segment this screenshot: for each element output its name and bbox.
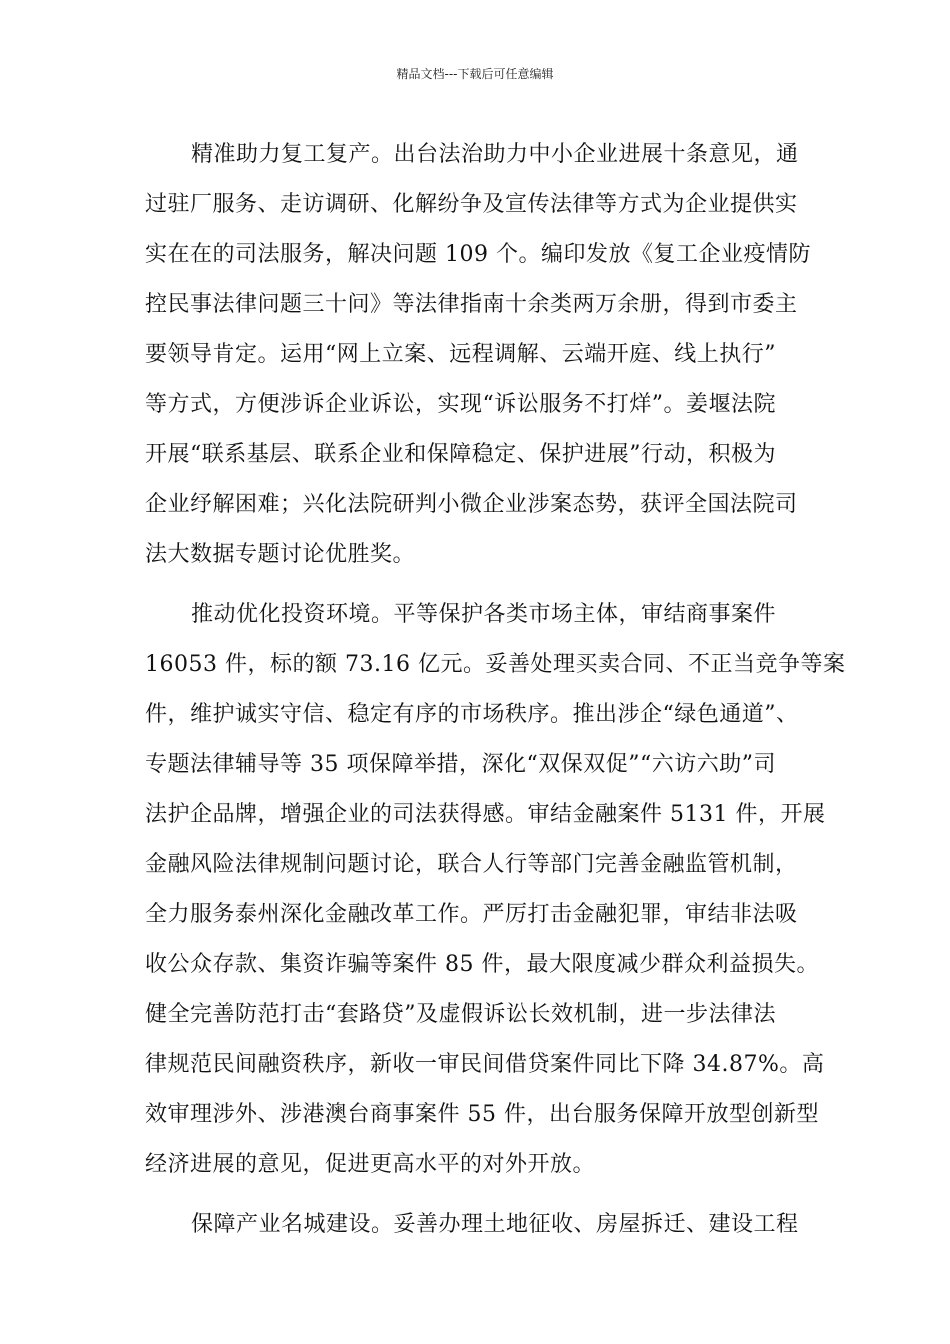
paragraph-line: 要领导肯定。运用“网上立案、远程调解、云端开庭、线上执行”	[145, 342, 776, 367]
paragraph-line: 等方式，方便涉诉企业诉讼，实现“诉讼服务不打烊”。姜堰法院	[145, 392, 776, 417]
paragraph-line: 件，维护诚实守信、稳定有序的市场秩序。推出涉企“绿色通道”、	[145, 702, 799, 727]
paragraph-line: 健全完善防范打击“套路贷”及虚假诉讼长效机制，进一步法律法	[145, 1002, 776, 1027]
paragraph-spacer	[145, 580, 825, 590]
paragraph-1	[145, 130, 825, 580]
paragraph-line: 法大数据专题讨论优胜奖。	[145, 542, 416, 567]
paragraph-line: 专题法律辅导等 35 项保障举措，深化“双保双促”“六访六助”司	[145, 752, 776, 777]
paragraph-line: 精准助力复工复产。出台法治助力中小企业进展十条意见，通	[191, 142, 799, 167]
paragraph-line: 保障产业名城建设。妥善办理土地征收、房屋拆迁、建设工程	[191, 1212, 799, 1237]
page-header: 精品文档---下载后可任意编辑	[396, 67, 554, 81]
paragraph-line: 法护企品牌，增强企业的司法获得感。审结金融案件 5131 件，开展	[145, 802, 826, 827]
paragraph-line: 收公众存款、集资诈骗等案件 85 件，最大限度减少群众利益损失。	[145, 952, 819, 977]
paragraph-line: 过驻厂服务、走访调研、化解纷争及宣传法律等方式为企业提供实	[145, 192, 798, 217]
paragraph-spacer	[145, 1190, 825, 1200]
paragraph-line: 经济进展的意见，促进更高水平的对外开放。	[145, 1152, 596, 1177]
paragraph-2	[145, 590, 846, 1190]
paragraph-line: 企业纾解困难；兴化法院研判小微企业涉案态势，获评全国法院司	[145, 492, 798, 517]
paragraph-line: 开展“联系基层、联系企业和保障稳定、保护进展”行动，积极为	[145, 442, 776, 467]
paragraph-line: 实在在的司法服务，解决问题 109 个。编印发放《复工企业疫情防	[145, 242, 811, 267]
paragraph-line: 控民事法律问题三十问》等法律指南十余类两万余册，得到市委主	[145, 292, 798, 317]
paragraph-line: 律规范民间融资秩序，新收一审民间借贷案件同比下降 34.87%。高	[145, 1052, 825, 1077]
paragraph-line: 推动优化投资环境。平等保护各类市场主体，审结商事案件	[191, 602, 777, 627]
paragraph-line: 效审理涉外、涉港澳台商事案件 55 件，出台服务保障开放型创新型	[145, 1102, 819, 1127]
paragraph-line: 16053 件，标的额 73.16 亿元。妥善处理买卖合同、不正当竞争等案	[145, 652, 846, 677]
paragraph-line: 金融风险法律规制问题讨论，联合人行等部门完善金融监管机制，	[145, 852, 798, 877]
paragraph-3	[145, 1200, 825, 1250]
document-body	[145, 130, 846, 1250]
paragraph-line: 全力服务泰州深化金融改革工作。严厉打击金融犯罪，审结非法吸	[145, 902, 798, 927]
